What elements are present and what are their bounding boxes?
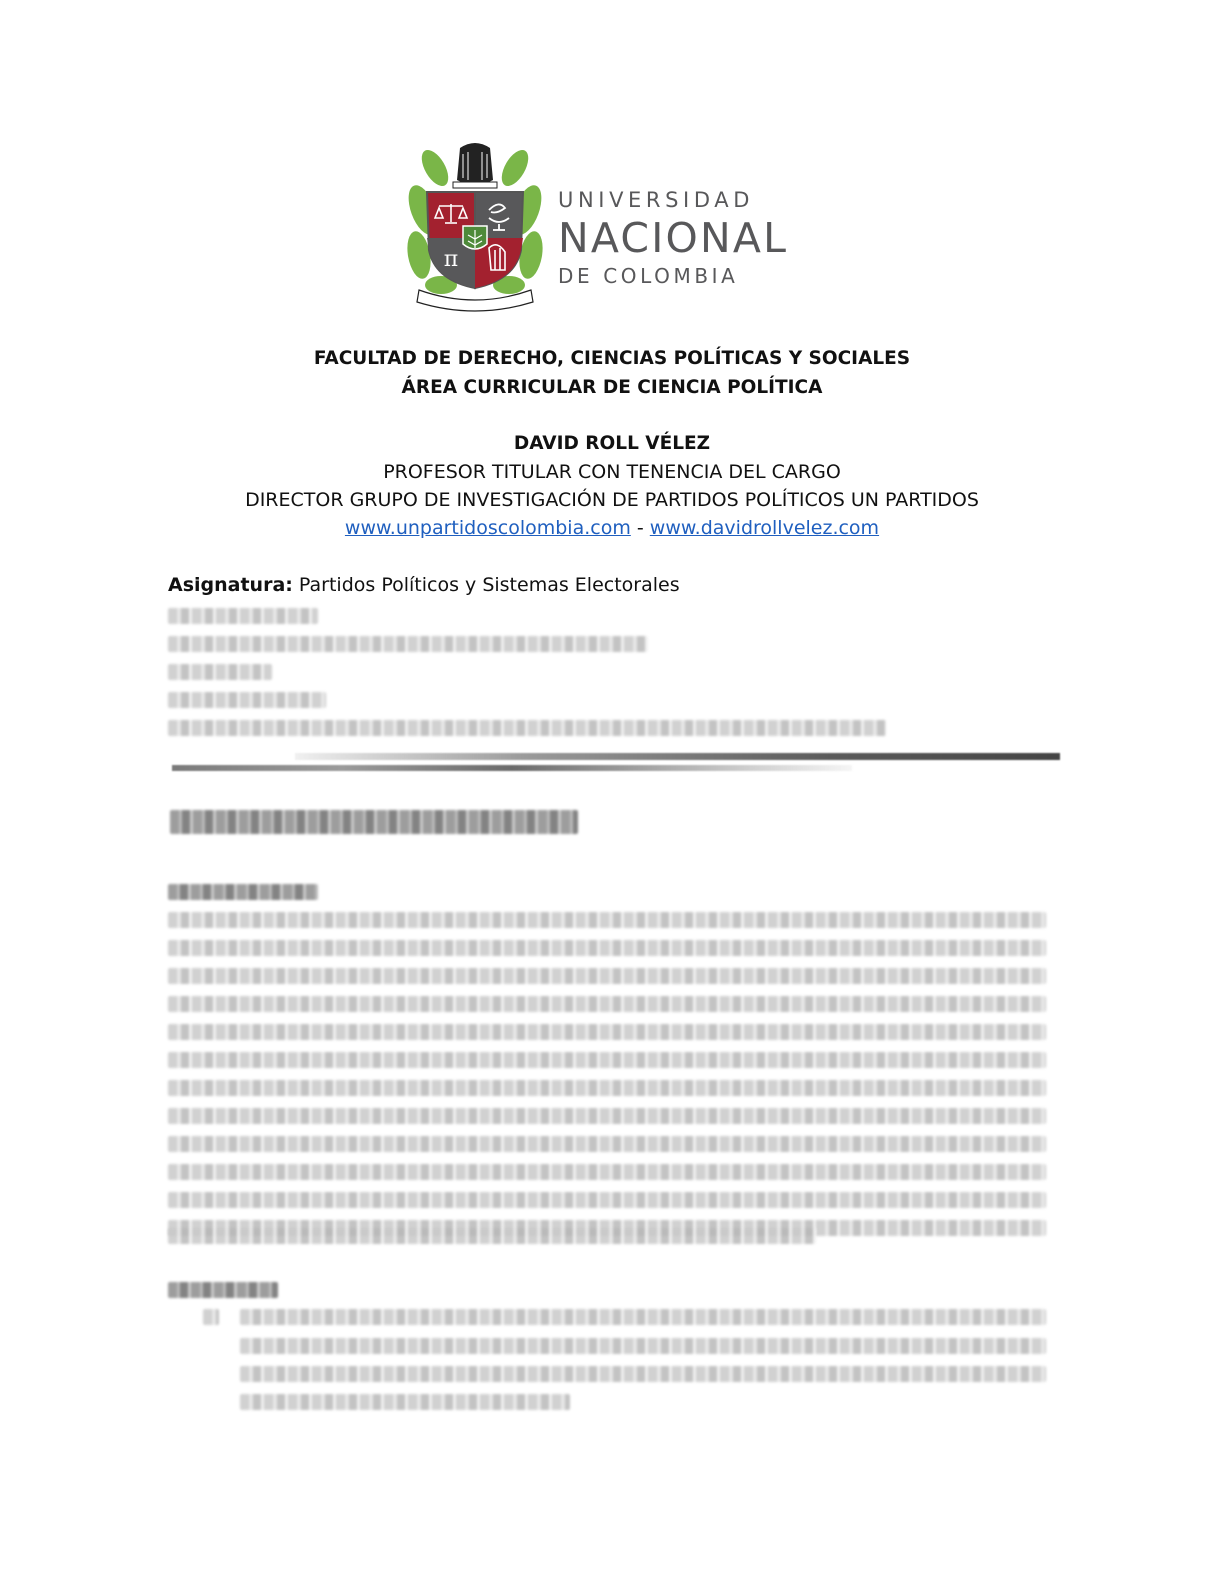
link-unpartidoscolombia[interactable]: www.unpartidoscolombia.com bbox=[344, 517, 631, 539]
university-crest-icon bbox=[405, 140, 545, 315]
professor-title: PROFESOR TITULAR CON TENENCIA DEL CARGO bbox=[383, 461, 841, 483]
obscured-text-line bbox=[168, 1228, 816, 1244]
svg-text:π: π bbox=[443, 247, 459, 272]
website-links bbox=[0, 517, 1224, 539]
obscured-text-line bbox=[168, 912, 1046, 928]
list-marker bbox=[203, 1309, 219, 1325]
area-heading: ÁREA CURRICULAR DE CIENCIA POLÍTICA bbox=[401, 377, 823, 398]
obscured-text-line bbox=[168, 1108, 1046, 1124]
obscured-metadata-line bbox=[168, 636, 648, 652]
obscured-metadata-line bbox=[168, 720, 886, 736]
link-separator: - bbox=[636, 517, 644, 539]
decorative-rule bbox=[172, 765, 852, 771]
obscured-text-line bbox=[168, 1052, 1046, 1068]
obscured-text-line bbox=[168, 1192, 1046, 1208]
obscured-subheading bbox=[168, 884, 318, 900]
link-davidrollvelez[interactable]: www.davidrollvelez.com bbox=[649, 517, 880, 539]
wordmark-nacional: NACIONAL bbox=[558, 214, 789, 262]
obscured-subheading bbox=[168, 1282, 278, 1298]
obscured-text-line bbox=[168, 1080, 1046, 1096]
obscured-section-heading bbox=[170, 810, 578, 834]
subject-label: Asignatura: bbox=[168, 574, 293, 596]
decorative-rule bbox=[295, 753, 1060, 760]
obscured-text-line bbox=[240, 1366, 1046, 1382]
obscured-text-line bbox=[240, 1394, 570, 1410]
course-subject bbox=[168, 574, 680, 596]
professor-role: DIRECTOR GRUPO DE INVESTIGACIÓN DE PARTIDOS POLÍTICOS UN PARTIDOS bbox=[245, 489, 979, 511]
obscured-text-line bbox=[168, 940, 1046, 956]
obscured-metadata-line bbox=[168, 608, 318, 624]
obscured-text-line bbox=[168, 1024, 1046, 1040]
obscured-text-line bbox=[240, 1309, 1046, 1325]
wordmark-universidad: UNIVERSIDAD bbox=[558, 188, 754, 212]
obscured-text-line bbox=[168, 996, 1046, 1012]
faculty-heading: FACULTAD DE DERECHO, CIENCIAS POLÍTICAS Y SOCIALES bbox=[313, 348, 911, 369]
obscured-text-line bbox=[168, 1136, 1046, 1152]
obscured-metadata-line bbox=[168, 664, 272, 680]
professor-name: DAVID ROLL VÉLEZ bbox=[513, 433, 711, 454]
subject-value: Partidos Políticos y Sistemas Electorales bbox=[298, 574, 680, 596]
obscured-text-line bbox=[168, 968, 1046, 984]
obscured-metadata-line bbox=[168, 692, 326, 708]
wordmark-de-colombia: DE COLOMBIA bbox=[558, 264, 739, 288]
obscured-text-line bbox=[168, 1164, 1046, 1180]
university-logo bbox=[405, 140, 815, 315]
obscured-text-line bbox=[240, 1338, 1046, 1354]
